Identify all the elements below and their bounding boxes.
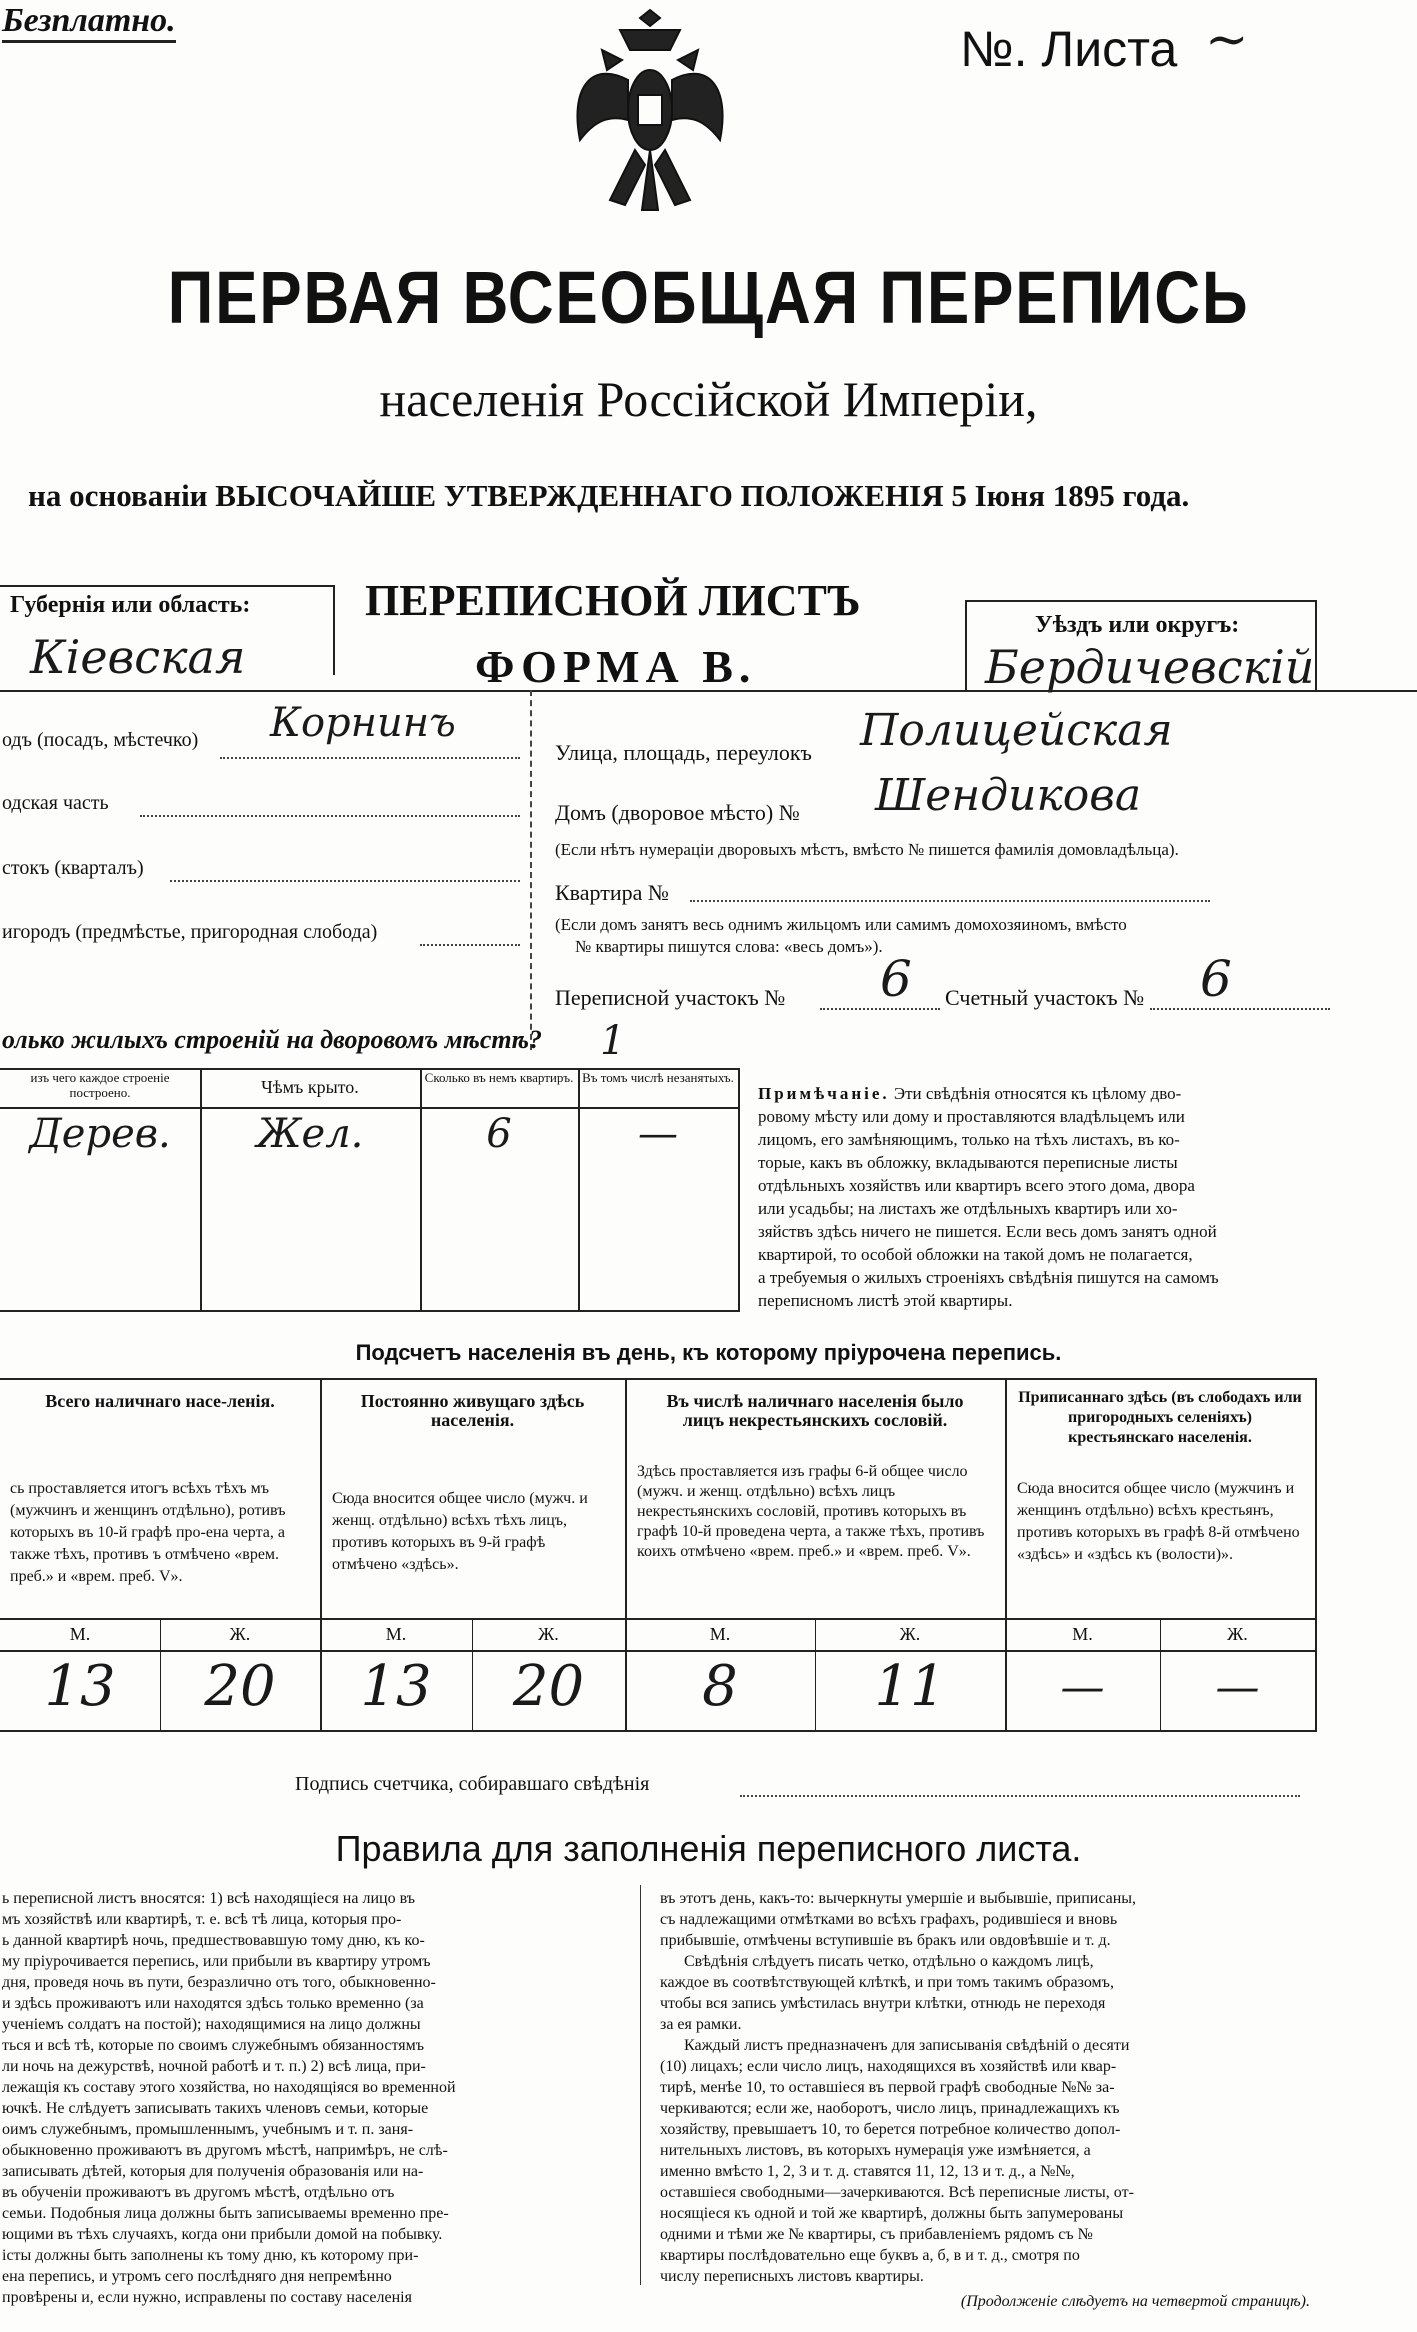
buildings-answer: 1 bbox=[600, 1018, 626, 1064]
rules-line: записывать дѣтей, которыя для полученія образованія или на- bbox=[2, 2163, 424, 2180]
count-m-label: М. bbox=[385, 1624, 407, 1644]
rules-line: ли ночь на дежурствѣ, ночной работѣ и т. п.) 2) всѣ лица, при- bbox=[2, 2058, 426, 2075]
buildings-row-roof: Жел. bbox=[256, 1111, 364, 1157]
count-col3-desc: Здѣсь проставляется изъ графы 6-й общее число (мужч. и женщ. отдѣльно) всѣхъ лицъ некрестьянскихъ сословій, противъ которыхъ въ графѣ 10-й проведена черта, а также тѣхъ, противъ коихъ отмѣчено «врем. преб.» и «врем. преб. V». bbox=[637, 1463, 985, 1560]
count-f-label: Ж. bbox=[538, 1624, 559, 1644]
rules-line: за ея рамки. bbox=[660, 2016, 742, 2033]
rules-line: съ надлежащими отмѣтками во всѣхъ графахъ, родившіеся и вновь bbox=[660, 1911, 1118, 1928]
form-label: ФОРМА В. bbox=[475, 641, 757, 692]
note-line: лицомъ, его замѣняющимъ, только на тѣхъ листахъ, въ ко- bbox=[758, 1130, 1180, 1149]
count-f-label: Ж. bbox=[899, 1624, 921, 1644]
buildings-header-roof: Чѣмъ крыто. bbox=[261, 1077, 359, 1097]
province-value: Кіевская bbox=[30, 630, 246, 684]
house-note: (Если нѣтъ нумераціи дворовыхъ мѣстъ, вмѣсто № пишется фамилія домовладѣльца). bbox=[555, 840, 1179, 859]
rules-line: именно вмѣсто 1, 2, 3 и т. д. ставятся 11, 12, 13 и т. д., а №№, bbox=[660, 2163, 1075, 2180]
buildings-header-apartments: Сколько въ немъ квартиръ. bbox=[424, 1070, 574, 1085]
note-line: ровому мѣсту или дому и проставляются владѣльцемъ или bbox=[758, 1107, 1185, 1126]
rules-line: ться и всѣ тѣ, которые по своимъ служебнымъ обязанностямъ bbox=[2, 2037, 425, 2054]
province-label: Губернія или область: bbox=[10, 592, 251, 618]
note-line: переписномъ листѣ этой квартиры. bbox=[758, 1291, 1013, 1310]
rules-line: Каждый листъ предназначенъ для записыванія свѣдѣній о десяти bbox=[684, 2037, 1130, 2054]
count-col4-head: Приписаннаго здѣсь (въ слободахъ или пригородныхъ селеніяхъ) крестьянскаго населенія. bbox=[1018, 1389, 1302, 1446]
rules-line: ена перепись, и утромъ сего послѣдняго дня непремѣнно bbox=[2, 2268, 392, 2285]
rules-left-column bbox=[2, 1888, 624, 2308]
buildings-question: олько жилыхъ строеній на дворовомъ мѣстѣ? bbox=[2, 1025, 542, 1054]
rules-line: квартиры послѣдовательно еще буквъ а, б, в и т. д., смотря по bbox=[660, 2247, 1080, 2264]
rules-continuation: (Продолженіе слѣдуетъ на четвертой страницѣ). bbox=[960, 2293, 1310, 2310]
note-line: или усадьбы; на листахъ же отдѣльныхъ квартиръ или хо- bbox=[758, 1199, 1178, 1218]
sheet-number-label: №. Листа bbox=[960, 21, 1178, 77]
enumerator-signature-label: Подпись счетчика, собиравшаго свѣдѣнія bbox=[295, 1773, 650, 1795]
count-col3-female: 11 bbox=[874, 1654, 946, 1719]
street-label: Улица, площадь, переулокъ bbox=[555, 740, 812, 765]
suburb-label: игородъ (предмѣстье, пригородная слобода) bbox=[2, 921, 378, 943]
rules-line: нительныхъ листовъ, въ которыхъ нумерація уже измѣняется, а bbox=[660, 2142, 1091, 2159]
census-precinct-value: 6 bbox=[880, 950, 912, 1008]
count-col2-male: 13 bbox=[360, 1654, 432, 1719]
rules-line: ющими въ тѣхъ случаяхъ, когда они прибыли домой на побывку. bbox=[2, 2226, 443, 2243]
double-headed-eagle-emblem bbox=[560, 0, 740, 240]
rules-right-column bbox=[660, 1888, 1310, 2312]
town-value: Корнинъ bbox=[270, 700, 456, 746]
sheet-title: ПЕРЕПИСНОЙ ЛИСТЪ bbox=[365, 576, 861, 625]
note-line: Эти свѣдѣнія относятся къ цѣлому дво- bbox=[893, 1084, 1182, 1103]
rules-line: обыкновенно проживаютъ въ другомъ мѣстѣ, напримѣръ, не слѣ- bbox=[2, 2142, 448, 2159]
buildings-header-vacant: Въ томъ числѣ незанятыхъ. bbox=[582, 1070, 734, 1085]
count-col1-female: 20 bbox=[204, 1654, 276, 1719]
rules-line: ь данной квартирѣ ночь, предшествовавшую тому дню, къ ко- bbox=[2, 1932, 425, 1949]
note-block bbox=[758, 1082, 1318, 1312]
count-col3-head: Въ числѣ наличнаго населенія было лицъ некрестьянскихъ сословій. bbox=[666, 1391, 964, 1430]
rules-line: и здѣсь проживаютъ или находятся здѣсь только временно (за bbox=[2, 1995, 424, 2012]
buildings-header-material: изъ чего каждое строеніе построено. bbox=[30, 1070, 170, 1100]
rules-title: Правила для заполненія переписного листа. bbox=[335, 1828, 1082, 1869]
rules-line: прибывшіе, отмѣчены вступившіе въ бракъ или овдовѣвшіе и т. д. bbox=[660, 1932, 1111, 1949]
census-precinct-label: Переписной участокъ № bbox=[555, 985, 786, 1010]
count-title: Подсчетъ населенія въ день, къ которому пріурочена перепись. bbox=[355, 1340, 1062, 1365]
note-label: Примѣчаніе. bbox=[758, 1084, 890, 1103]
rules-line: (10) лицахъ; если число лицъ, находящихся въ хозяйствѣ или квар- bbox=[660, 2058, 1117, 2075]
rules-line: хозяйству, превышаетъ 10, то берется потребное количество допол- bbox=[660, 2121, 1121, 2138]
rules-line: мъ хозяйствѣ или квартирѣ, т. е. всѣ тѣ лица, которыя про- bbox=[2, 1911, 402, 1928]
rules-line: ючкѣ. Не слѣдуетъ записывать такихъ членовъ семьи, которые bbox=[2, 2100, 429, 2117]
note-line: а требуемыя о жилыхъ строеніяхъ свѣдѣнія пишутся на самомъ bbox=[758, 1268, 1219, 1287]
house-label: Домъ (дворовое мѣсто) № bbox=[555, 800, 800, 825]
count-precinct-label: Счетный участокъ № bbox=[945, 985, 1145, 1010]
note-line: отдѣльныхъ хозяйствъ или квартиръ всего этого дома, двора bbox=[758, 1176, 1195, 1195]
rules-line: каждое въ соотвѣтствующей клѣткѣ, и при томъ такимъ образомъ, bbox=[660, 1974, 1114, 1991]
apartment-note-1: (Если домъ занятъ весь однимъ жильцомъ или самимъ домохозяиномъ, вмѣсто bbox=[555, 915, 1127, 934]
district-label: Уѣздъ или округъ: bbox=[1035, 612, 1240, 638]
free-label: Безплатно. bbox=[2, 2, 176, 43]
count-precinct-value: 6 bbox=[1200, 950, 1232, 1008]
rules-line: ь переписной листъ вносятся: 1) всѣ находящіеся на лицо въ bbox=[2, 1890, 415, 1907]
rules-line: Свѣдѣнія слѣдуетъ писать четко, отдѣльно о каждомъ лицѣ, bbox=[684, 1953, 1094, 1970]
count-m-label: М. bbox=[709, 1624, 731, 1644]
rules-line: лежащія къ составу этого хозяйства, но находящіяся во временной bbox=[2, 2079, 456, 2096]
rules-line: одними и тѣми же № квартиры, съ прибавленіемъ рядомъ съ № bbox=[660, 2226, 1093, 2243]
sheet-number-value: ~ bbox=[1205, 10, 1249, 70]
count-f-label: Ж. bbox=[229, 1624, 251, 1644]
district-value: Бердичевскій bbox=[985, 640, 1315, 694]
note-line: зяйствъ здѣсь ничего не пишется. Если весь домъ занятъ одной bbox=[758, 1222, 1217, 1241]
rules-line: семьи. Подобныя лица должны быть записываемы временно пре- bbox=[2, 2205, 449, 2222]
rules-line: въ этотъ день, какъ-то: вычеркнуты умершіе и выбывшіе, приписаны, bbox=[660, 1890, 1137, 1907]
count-col2-desc: Сюда вносится общее число (мужч. и женщ. отдѣльно) всѣхъ тѣхъ лицъ, противъ которыхъ въ 9-й графѣ отмѣчено «здѣсь». bbox=[332, 1490, 588, 1573]
count-col3-male: 8 bbox=[702, 1654, 738, 1719]
count-col1-desc: сь проставляется итогъ всѣхъ тѣхъ мъ (мужчинъ и женщинъ отдѣльно), ротивъ которыхъ въ 10-й графѣ про-ена черта, а также тѣхъ, противъ ъ отмѣчено «врем. преб.» и «врем. преб. V». bbox=[10, 1480, 286, 1585]
rules-line: оимъ служебнымъ, промышленнымъ, учебнымъ и т. п. заня- bbox=[2, 2121, 414, 2138]
count-col4-desc: Сюда вносится общее число (мужчинъ и женщинъ отдѣльно) всѣхъ крестьянъ, противъ которыхъ въ графѣ 8-й отмѣчено «здѣсь» и «здѣсь къ (волости)». bbox=[1017, 1480, 1300, 1563]
rules-line: въ обученіи проживаютъ въ другомъ мѣстѣ, отдѣльно отъ bbox=[2, 2184, 395, 2201]
census-subtitle: населенія Россійской Имперіи, bbox=[379, 371, 1038, 427]
rules-line: числу переписныхъ листовъ квартиры. bbox=[660, 2268, 924, 2285]
rules-line: му пріурочивается перепись, или прибыли въ квартиру утромъ bbox=[2, 1953, 431, 1970]
census-title: ПЕРВАЯ ВСЕОБЩАЯ ПЕРЕПИСЬ bbox=[167, 256, 1250, 339]
town-label: одъ (посадъ, мѣстечко) bbox=[2, 729, 199, 751]
apartment-label: Квартира № bbox=[555, 880, 669, 905]
count-f-label: Ж. bbox=[1227, 1624, 1248, 1644]
buildings-row-vacant: — bbox=[638, 1111, 678, 1157]
count-m-label: М. bbox=[1072, 1624, 1093, 1644]
count-col2-head: Постоянно живущаго здѣсь населенія. bbox=[360, 1391, 585, 1430]
buildings-row-apartments: 6 bbox=[486, 1111, 512, 1157]
buildings-row-material: Дерев. bbox=[29, 1111, 171, 1157]
count-col4-male: — bbox=[1060, 1662, 1105, 1713]
count-m-label: М. bbox=[69, 1624, 91, 1644]
house-value: Шендикова bbox=[875, 770, 1142, 821]
note-line: торые, какъ въ обложку, вкладываются переписные листы bbox=[758, 1153, 1178, 1172]
rules-line: чтобы вся запись умѣстилась внутри клѣтки, отнюдь не переходя bbox=[660, 1995, 1106, 2012]
count-col1-male: 13 bbox=[44, 1654, 116, 1719]
city-part-label: одская часть bbox=[2, 792, 109, 814]
rules-line: оставшіеся свободными—зачеркиваются. Всѣ переписные листы, от- bbox=[660, 2184, 1134, 2201]
count-col2-female: 20 bbox=[512, 1654, 585, 1719]
rules-line: черкиваются; если же, наоборотъ, число лицъ, принадлежащихъ къ bbox=[660, 2100, 1120, 2117]
apartment-note-2: № квартиры пишутся слова: «весь домъ»). bbox=[575, 937, 883, 956]
street-value: Полицейская bbox=[860, 705, 1173, 756]
rules-line: провѣрены и, если нужно, исправлены по составу населенія bbox=[2, 2289, 412, 2306]
regulation-basis: на основаніи ВЫСОЧАЙШЕ УТВЕРЖДЕННАГО ПОЛОЖЕНІЯ 5 Іюня 1895 года. bbox=[28, 478, 1190, 513]
rules-line: істы должны быть заполнены къ тому дню, къ которому при- bbox=[2, 2247, 419, 2264]
rules-line: тирѣ, менѣе 10, то оставшіеся въ первой графѣ свободные №№ за- bbox=[660, 2079, 1115, 2096]
note-line: квартирой, то особой обложки на такой домъ не полагается, bbox=[758, 1245, 1193, 1264]
rules-line: ученіемъ солдатъ на постой); находящимися на лицо должны bbox=[2, 2016, 421, 2033]
count-col4-female: — bbox=[1215, 1662, 1260, 1713]
count-col1-head: Всего наличнаго насе-ленія. bbox=[45, 1391, 275, 1411]
section-label: стокъ (кварталъ) bbox=[2, 857, 144, 879]
rules-line: дня, проведя ночь въ пути, безразлично отъ того, обыкновенно- bbox=[2, 1974, 436, 1991]
rules-line: носящіеся къ одной и той же квартирѣ, должны быть запумерованы bbox=[660, 2205, 1124, 2222]
